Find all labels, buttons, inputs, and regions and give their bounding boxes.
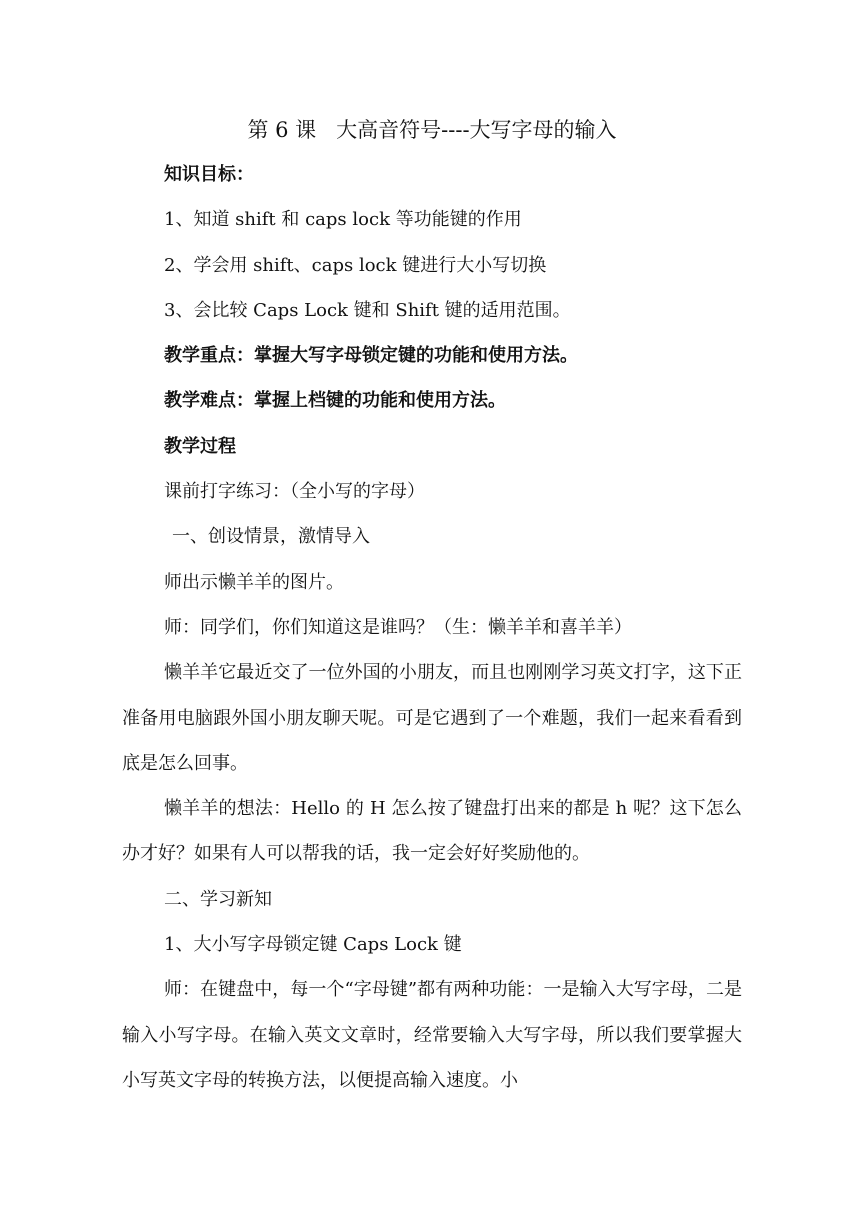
goal-item: 2、学会用 shift、caps lock 键进行大小写切换 <box>164 254 547 276</box>
section-heading-2: 二、学习新知 <box>164 888 272 910</box>
knowledge-goals-heading: 知识目标： <box>164 164 254 185</box>
subsection-heading: 1、大小写字母锁定键 Caps Lock 键 <box>164 934 462 956</box>
text-line: 师出示懒羊羊的图片。 <box>164 571 344 593</box>
teaching-process-heading: 教学过程 <box>164 435 236 457</box>
paragraph: 懒羊羊它最近交了一位外国的小朋友，而且也刚刚学习英文打字，这下正准备用电脑跟外国小朋友聊天呢。可是它遇到了一个难题，我们一起来看看到底是怎么回事。 <box>122 662 742 774</box>
goal-item: 3、会比较 Caps Lock 键和 Shift 键的适用范围。 <box>164 299 571 321</box>
document-body <box>122 108 742 1103</box>
paragraph: 师：在键盘中，每一个“字母键”都有两种功能：一是输入大写字母，二是输入小写字母。在输入英文文章时，经常要输入大写字母，所以我们要掌握大小写英文字母的转换方法，以便提高输入速度。小 <box>122 979 742 1091</box>
paragraph: 懒羊羊的想法：Hello 的 H 怎么按了键盘打出来的都是 h 呢？这下怎么办才好？如果有人可以帮我的话，我一定会好好奖励他的。 <box>122 798 742 865</box>
section-heading-1: 一、创设情景，激情导入 <box>172 526 370 548</box>
teaching-difficult-point: 教学难点：掌握上档键的功能和使用方法。 <box>164 390 506 412</box>
warmup-line: 课前打字练习：（全小写的字母） <box>164 481 425 503</box>
goal-item: 1、知道 shift 和 caps lock 等功能键的作用 <box>164 209 522 231</box>
lesson-title: 第 6 课 大高音符号----大写字母的输入 <box>247 118 617 142</box>
teaching-key-point: 教学重点：掌握大写字母锁定键的功能和使用方法。 <box>164 345 578 367</box>
text-line: 师：同学们，你们知道这是谁吗？（生：懒羊羊和喜羊羊） <box>164 616 632 638</box>
